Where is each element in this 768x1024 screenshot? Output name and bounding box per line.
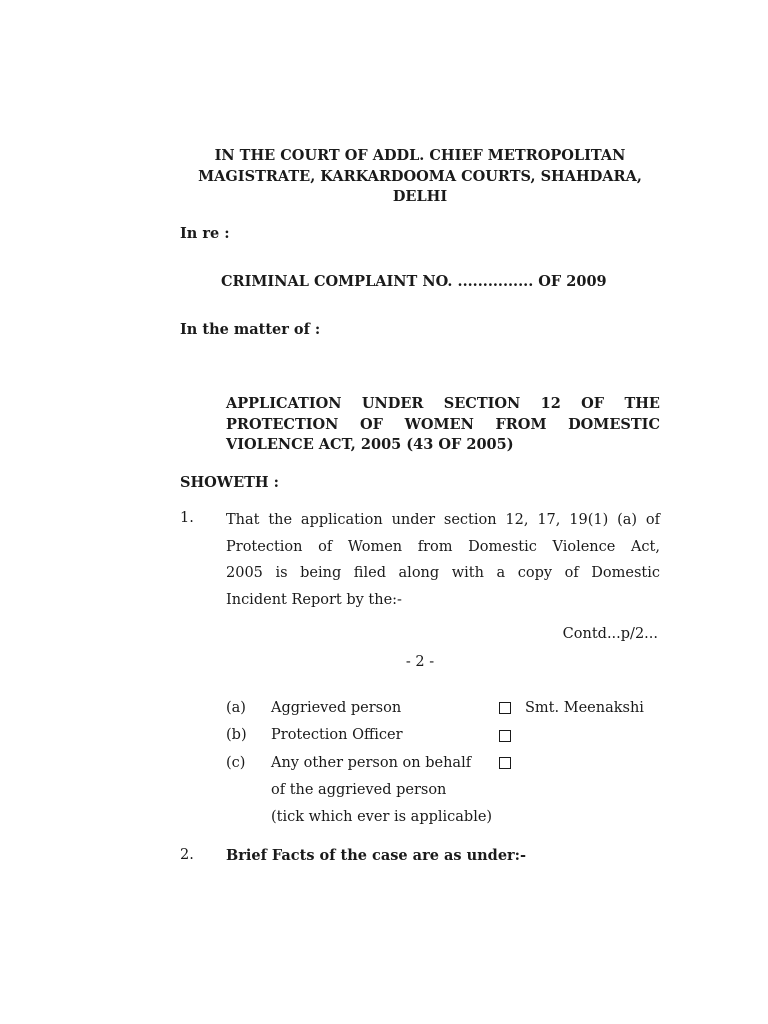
application-title-line-1: APPLICATION UNDER SECTION 12 OF THE — [226, 395, 660, 412]
option-c-label: (c) — [226, 755, 246, 771]
in-re-label: In re : — [180, 225, 230, 242]
option-a-checkbox[interactable] — [499, 702, 511, 714]
paragraph-1-line-2: Protection of Women from Domestic Violence Act, — [226, 538, 660, 555]
option-b-text: Protection Officer — [271, 727, 403, 743]
paragraph-2-heading: Brief Facts of the case are as under:- — [226, 847, 527, 864]
paragraph-1-line-1: That the application under section 12, 17, 19(1) (a) of — [226, 512, 660, 528]
in-the-matter-of-label: In the matter of : — [180, 321, 321, 338]
paragraph-1-line-3: 2005 is being filed along with a copy of Domestic — [226, 565, 660, 581]
court-heading-line-1: IN THE COURT OF ADDL. CHIEF METROPOLITAN — [214, 147, 626, 164]
paragraph-2-number: 2. — [180, 847, 194, 863]
court-heading-line-2: MAGISTRATE, KARKARDOOMA COURTS, SHAHDARA, — [198, 167, 642, 185]
application-title — [226, 394, 660, 456]
application-title-line-2: PROTECTION OF WOMEN FROM DOMESTIC — [226, 415, 660, 433]
criminal-complaint-line: CRIMINAL COMPLAINT NO. ............... OF 2009 — [221, 273, 607, 290]
page-number: - 2 - — [405, 654, 435, 670]
application-title-line-3: VIOLENCE ACT, 2005 (43 OF 2005) — [226, 436, 514, 453]
option-a-value: Smt. Meenakshi — [525, 700, 644, 716]
option-c-text: Any other person on behalf — [271, 755, 472, 771]
option-c-checkbox[interactable] — [499, 757, 511, 769]
paragraph-1 — [226, 507, 660, 613]
option-a-label: (a) — [226, 700, 246, 716]
continued-note: Contd...p/2... — [562, 626, 658, 642]
option-a-text: Aggrieved person — [271, 700, 402, 716]
option-b-checkbox[interactable] — [499, 730, 511, 742]
paragraph-1-line-4: Incident Report by the:- — [226, 591, 402, 608]
showeth-label: SHOWETH : — [180, 474, 280, 491]
court-heading-line-3: DELHI — [392, 188, 448, 205]
court-heading — [180, 146, 660, 208]
option-c-continuation-1: of the aggrieved person — [271, 782, 447, 798]
paragraph-1-number: 1. — [180, 510, 194, 526]
option-b-label: (b) — [226, 727, 247, 743]
option-c-continuation-2: (tick which ever is applicable) — [271, 809, 493, 825]
